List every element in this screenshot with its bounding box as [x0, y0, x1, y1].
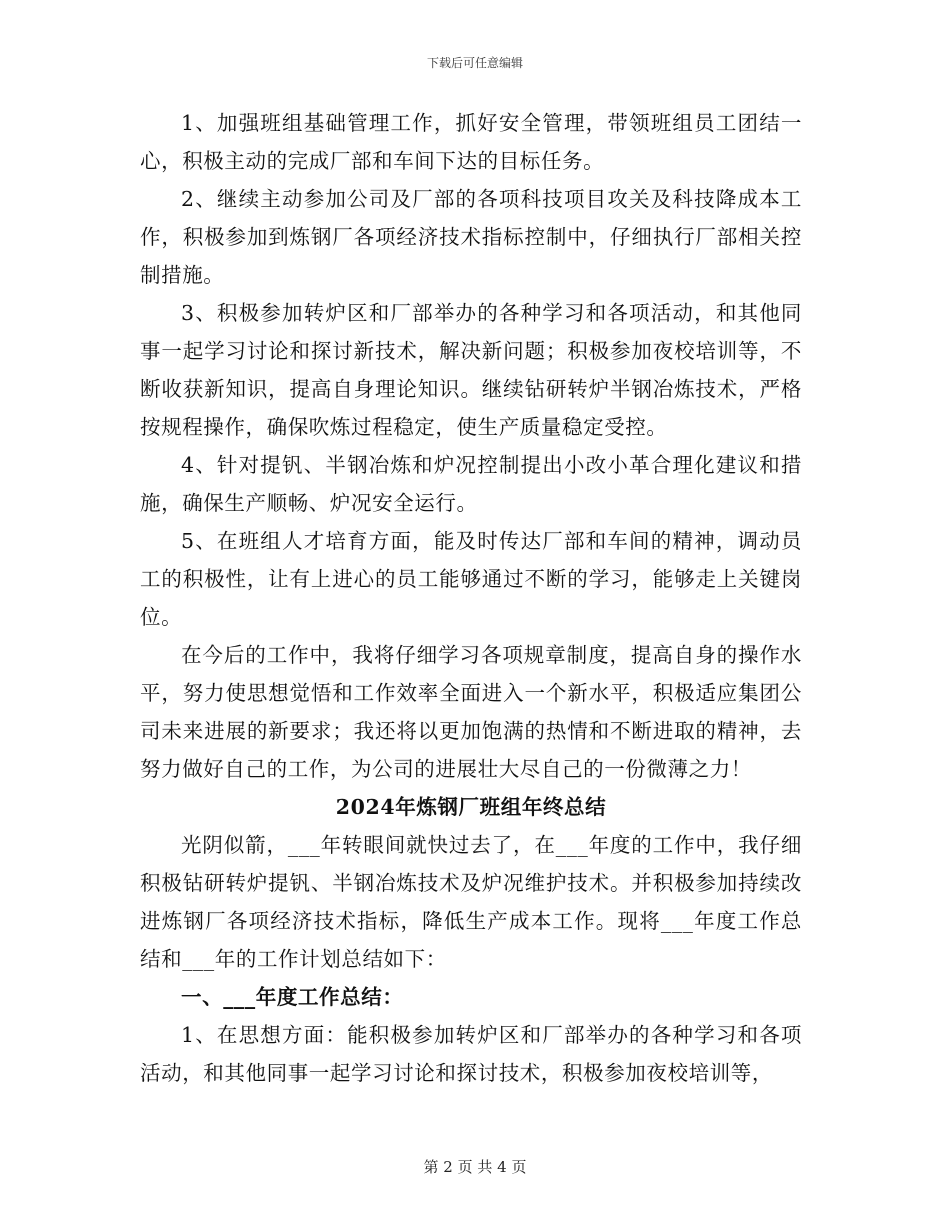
- paragraph-item-5: 5、在班组人才培育方面，能及时传达厂部和车间的精神，调动员工的积极性，让有上进心的员工能够通过不断的学习，能够走上关键岗位。: [140, 529, 802, 629]
- intro-paragraph: 光阴似箭，___年转眼间就快过去了，在___年度的工作中，我仔细积极钻研转炉提钒、半钢冶炼技术及炉况维护技术。并积极参加持续改进炼钢厂各项经济技术指标，降低生产成本工作。现将___年度工作总结和___年的工作计划总结如下：: [140, 833, 802, 971]
- page-number: 第 2 页 共 4 页: [423, 1158, 527, 1176]
- paragraph-item-2: 2、继续主动参加公司及厂部的各项科技项目攻关及科技降成本工作，积极参加到炼钢厂各项经济技术指标控制中，仔细执行厂部相关控制措施。: [140, 187, 802, 287]
- paragraph-item-1: 1、加强班组基础管理工作，抓好安全管理，带领班组员工团结一心，积极主动的完成厂部和车间下达的目标任务。: [140, 111, 802, 173]
- document-body: [140, 104, 802, 1092]
- page-header: 下载后可任意编辑: [426, 56, 523, 70]
- paragraph-item-4: 4、针对提钒、半钢冶炼和炉况控制提出小改小革合理化建议和措施，确保生产顺畅、炉况安全运行。: [140, 453, 802, 515]
- paragraph-item-3: 3、积极参加转炉区和厂部举办的各种学习和各项活动，和其他同事一起学习讨论和探讨新技术，解决新问题；积极参加夜校培训等，不断收获新知识，提高自身理论知识。继续钻研转炉半钢冶炼技术，严格按规程操作，确保吹炼过程稳定，使生产质量稳定受控。: [140, 301, 802, 439]
- paragraph-thought: 1、在思想方面：能积极参加转炉区和厂部举办的各种学习和各项活动，和其他同事一起学习讨论和探讨技术，积极参加夜校培训等，: [140, 1023, 802, 1085]
- section-heading: 一、___年度工作总结：: [181, 985, 404, 1009]
- section-title: 2024年炼钢厂班组年终总结: [335, 795, 607, 819]
- paragraph-conclusion: 在今后的工作中，我将仔细学习各项规章制度，提高自身的操作水平，努力使思想觉悟和工作效率全面进入一个新水平，积极适应集团公司未来进展的新要求；我还将以更加饱满的热情和不断进取的精神，去努力做好自己的工作，为公司的进展壮大尽自己的一份微薄之力！: [140, 643, 802, 781]
